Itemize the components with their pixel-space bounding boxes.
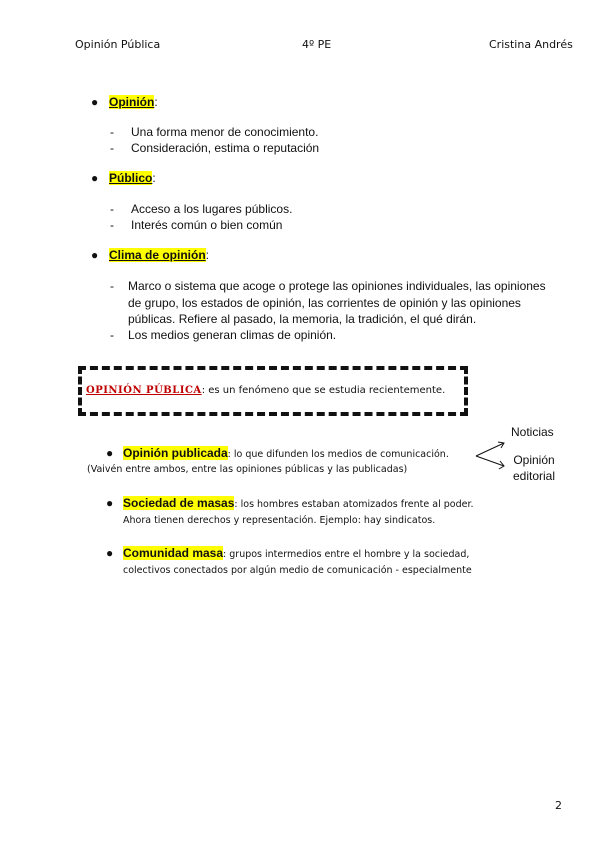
publico-item-2-text: Interés común o bien común xyxy=(131,218,283,232)
publico-item-2: - Interés común o bien común xyxy=(110,218,283,232)
colon: : xyxy=(152,171,156,185)
bullet-dot: ● xyxy=(106,546,114,560)
bullet-opinion xyxy=(91,95,158,109)
side-opinion-editorial xyxy=(513,452,555,484)
side-line-2: editorial xyxy=(513,469,556,483)
comunidad-line-2: colectivos conectados por algún medio de comunicación - especialmente xyxy=(123,565,472,576)
page-number: 2 xyxy=(555,799,562,812)
bullet-dot: ● xyxy=(106,496,114,510)
opinion-item-2: - Consideración, estima o reputación xyxy=(110,141,320,155)
clima-line-1: Marco o sistema que acoge o protege las opiniones individuales, las opiniones xyxy=(128,279,546,293)
bullet-dot: ● xyxy=(106,446,114,460)
masas-line-2: Ahora tienen derechos y representación. Ejemplo: hay sindicatos. xyxy=(123,515,436,526)
opinion-item-1: - Una forma menor de conocimiento. xyxy=(110,125,319,139)
bullet-clima xyxy=(91,248,210,262)
definition-text xyxy=(86,385,445,396)
side-noticias: Noticias xyxy=(511,425,554,439)
bullet-publicada xyxy=(106,446,449,460)
opinion-item-1-text: Una forma menor de conocimiento. xyxy=(131,125,319,139)
bullet-dot: ● xyxy=(91,95,99,109)
bullet-dot: ● xyxy=(91,248,99,262)
header-right: Cristina Andrés xyxy=(489,38,573,51)
bullet-masas xyxy=(106,496,474,510)
bullet-publico xyxy=(91,171,156,185)
clima-item-1: - Marco o sistema que acoge o protege las opiniones individuales, las opiniones de grupo, los estados de opinión, las corrientes de opinión y las opiniones públicas. Refiere al pasado, la memoria, la tradición, el qué dirán. xyxy=(110,279,546,326)
term-publico: Público xyxy=(109,171,153,185)
publico-item-1: - Acceso a los lugares públicos. xyxy=(110,202,293,216)
colon: : xyxy=(205,248,210,262)
header-left: Opinión Pública xyxy=(75,38,161,51)
publico-item-1-text: Acceso a los lugares públicos. xyxy=(131,202,293,216)
opinion-item-2-text: Consideración, estima o reputación xyxy=(131,141,320,155)
term-masas: Sociedad de masas xyxy=(123,496,235,510)
bullet-dot: ● xyxy=(91,171,99,185)
publicada-note: (Vaivén entre ambos, entre las opiniones públicas y las publicadas) xyxy=(87,464,408,475)
term-comunidad: Comunidad masa xyxy=(123,546,224,560)
clima-item-2: - Los medios generan climas de opinión. xyxy=(110,328,337,342)
colon: : xyxy=(154,95,158,109)
publicada-text: : lo que difunden los medios de comunicación. xyxy=(227,449,449,460)
clima-line-3: públicas. Refiere al pasado, la memoria, la tradición, el qué dirán. xyxy=(128,312,477,326)
term-opinion: Opinión xyxy=(109,95,155,109)
definition-label: OPINIÓN PÚBLICA xyxy=(86,385,202,396)
comunidad-text: : grupos intermedios entre el hombre y la sociedad, xyxy=(223,549,470,560)
term-clima: Clima de opinión xyxy=(109,248,206,262)
clima-line-2: de grupo, los estados de opinión, las corrientes de opinión y las opiniones xyxy=(128,295,521,310)
bullet-comunidad xyxy=(106,546,470,560)
term-publicada: Opinión publicada xyxy=(123,446,228,460)
arrows-icon xyxy=(474,438,514,472)
definition-body: : es un fenómeno que se estudia recientemente. xyxy=(201,385,446,396)
header-center: 4º PE xyxy=(302,38,332,51)
side-line-1: Opinión xyxy=(513,453,555,467)
clima-item-2-text: Los medios generan climas de opinión. xyxy=(128,328,337,342)
masas-text: : los hombres estaban atomizados frente al poder. xyxy=(234,499,474,510)
